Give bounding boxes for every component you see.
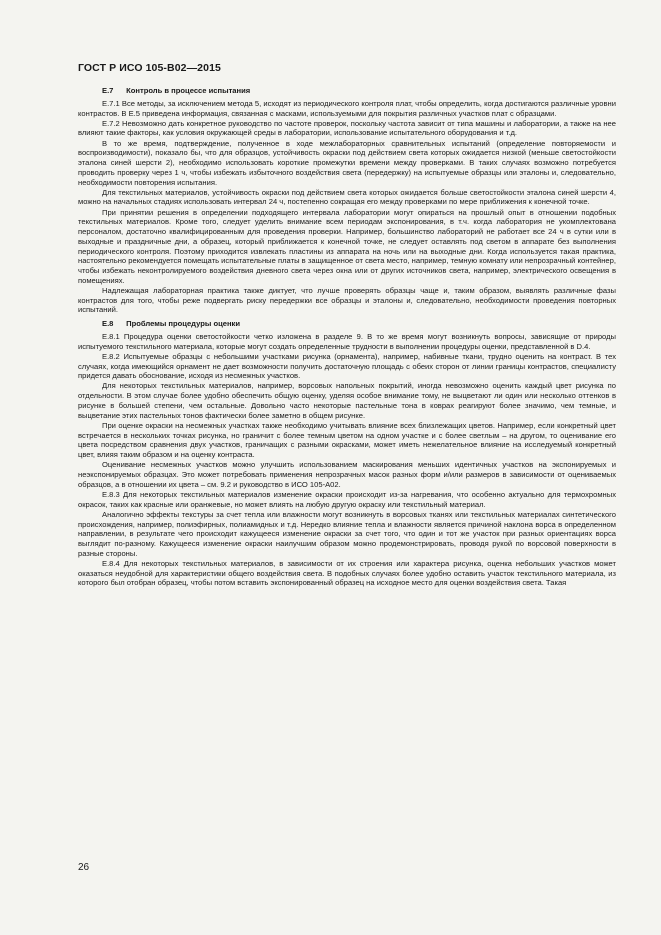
paragraph: Оценивание несмежных участков можно улучшить использованием маскирования меньших идентичных участков на экспонируемых и неэкспонируемых образцах. Это может потребовать применения непрозрачных масок разных форм и/или размеров в зависимости от оцениваемых образцов, а в отношении их цвета – см. 9.2 и руководство в ИСО 105-A02. xyxy=(78,460,616,489)
section-title: Контроль в процессе испытания xyxy=(126,86,251,95)
section-heading-e8 xyxy=(78,319,616,329)
section-number: E.7 xyxy=(102,86,114,95)
paragraph: В то же время, подтверждение, полученное в ходе межлабораторных сравнительных испытаний (определение повторяемости и воспроизводимости), показало бы, что для образцов, устойчивость окраски под действием света которых ожидается низкой (меньше светостойкости эталона синей шерсти 2), необходимо использовать короткие промежутки времени между проверками. В таких случаях возможно потребуется проводить проверку через 1 ч, чтобы избежать избыточного воздействия света (передержку) на испытуемые образцы или эталоны и, следовательно, необходимости повторения испытания. xyxy=(78,138,616,187)
section-title: Проблемы процедуры оценки xyxy=(126,319,241,329)
section-number: E.8 xyxy=(102,319,114,329)
paragraph: E.7.1 Все методы, за исключением метода 5, исходят из периодического контроля плат, чтобы определить, когда достигаются различные уровни контрастов. В Е.5 приведена информация, связанная с масками, используемыми для покрытия различных участков плат с образцами. xyxy=(78,98,616,118)
paragraph: Для некоторых текстильных материалов, например, ворсовых напольных покрытий, иногда невозможно оценить каждый цвет рисунка по отдельности. В этом случае более удобно обеспечить общую оценку, уделяя особое внимание тому, не выцветают ли один или несколько оттенков в рисунке в большей степени, чем остальные. Довольно часто некоторые пастельные тона в коврах реагируют более значимо, чем темные, и выцветание этих пастельных тонов фактически более заметно в общем рисунке. xyxy=(78,381,616,420)
paragraph: Для текстильных материалов, устойчивость окраски под действием света которых ожидается больше светостойкости эталона синей шерсти 4, можно на начальных стадиях использовать интервал 24 ч, постепенно сокращая его между проверками по мере приближения к конечной точке. xyxy=(78,187,616,207)
paragraph: Надлежащая лабораторная практика также диктует, что лучше проверять образцы чаще и, таким образом, выявлять различные фазы контрастов для того, чтобы реже подвергать риску передержки все образцы и эталоны и, следовательно, необходимости проведения повторных испытаний. xyxy=(78,285,616,315)
paragraph: Аналогично эффекты текстуры за счет тепла или влажности могут возникнуть в ворсовых тканях или текстильных материалах синтетического происхождения, например, полиэфирных, полиамидных и т.д. Нередко влияние тепла и влажности является причиной наклона ворса в определенном направлении, в результате чего происходит кажущееся изменение окраски за счет того, что один и тот же участок при разных ориентациях ворса выглядит по-разному. Кажущееся изменение окраски наилучшим образом можно продемонстрировать, проводя рукой по ворсовой поверхности в разные стороны. xyxy=(78,509,616,558)
paragraph: E.8.3 Для некоторых текстильных материалов изменение окраски происходит из-за нагревания, что особенно актуально для термохромных окрасок, таких как красные или оранжевые, но может влиять на любую другую окраску или текстильный материал. xyxy=(78,489,616,509)
paragraph: При принятии решения в определении подходящего интервала лаборатории могут опираться на прошлый опыт в отношении подобных текстильных материалов. Кроме того, следует уделить внимание всем периодам экспонирования, в т.ч. когда лаборатория не укомплектована персоналом, достаточно квалифицированным для проведения проверки. Например, большинство лабораторий не работает все 24 ч в сутки или в выходные и праздничные дни, а образец, который приближается к конечной точке, не следует оставлять под светом в аппарате без выполнения периодического контроля. Поэтому приходится извлекать пластины из аппарата на ночь или на выходные дни. Когда используется такая практика, настоятельно рекомендуется помещать испытательные платы в защищенное от света место, например, темную комнату или непрозрачный контейнер, чтобы избежать неконтролируемого воздействия дневного света через окна или от других источников света, например, электрического освещения в помещениях. xyxy=(78,207,616,285)
paragraph: E.8.1 Процедура оценки светостойкости четко изложена в разделе 9. В то же время могут возникнуть вопросы, зависящие от природы испытуемого текстильного материала, которые могут создать определенные трудности в выполнении процедуры оценки, представленной в D.4. xyxy=(78,331,616,351)
paragraph: При оценке окраски на несмежных участках также необходимо учитывать влияние всех близлежащих цветов. Например, если конкретный цвет встречается в нескольких точках рисунка, но граничит с более темным цветом на одном участке и с более светлым – на другом, то оценивание его цвета посредством сравнения двух участков, граничащих с разными окрасками, может иметь нежелательное влияние на исследуемый конкретный цвет, влияя таким образом и на оценку контраста. xyxy=(78,420,616,460)
page-number: 26 xyxy=(78,862,90,873)
paragraph: E.8.2 Испытуемые образцы с небольшими участками рисунка (орнамента), например, набивные ткани, трудно оценить на контраст. В тех случаях, когда имеющийся орнамент не дает возможности получить достаточную площадь с обеих сторон от линии границы контрастов, специалисту придется давать обоснование, исходя из несмежных участков. xyxy=(78,351,616,381)
paragraph: E.7.2 Невозможно дать конкретное руководство по частоте проверок, поскольку частота зависит от типа машины и лаборатории, а также на нее влияют такие факторы, как условия окружающей среды в лаборатории, использование испытательного оборудования и т.д. xyxy=(78,118,616,138)
paragraph: E.8.4 Для некоторых текстильных материалов, в зависимости от их строения или характера рисунка, оценка небольших участков может оказаться неудобной для характеристики общего воздействия света. В подобных случаях более удобно оставить участок текстильного материала, из которого был отобран образец, чтобы потом вставить экспонированный образец на исходное место для оценки воздействия света. Такая xyxy=(78,558,616,588)
standard-header: ГОСТ Р ИСО 105-B02—2015 xyxy=(78,62,221,74)
section-heading-e7 xyxy=(78,86,616,96)
document-body xyxy=(78,82,616,589)
